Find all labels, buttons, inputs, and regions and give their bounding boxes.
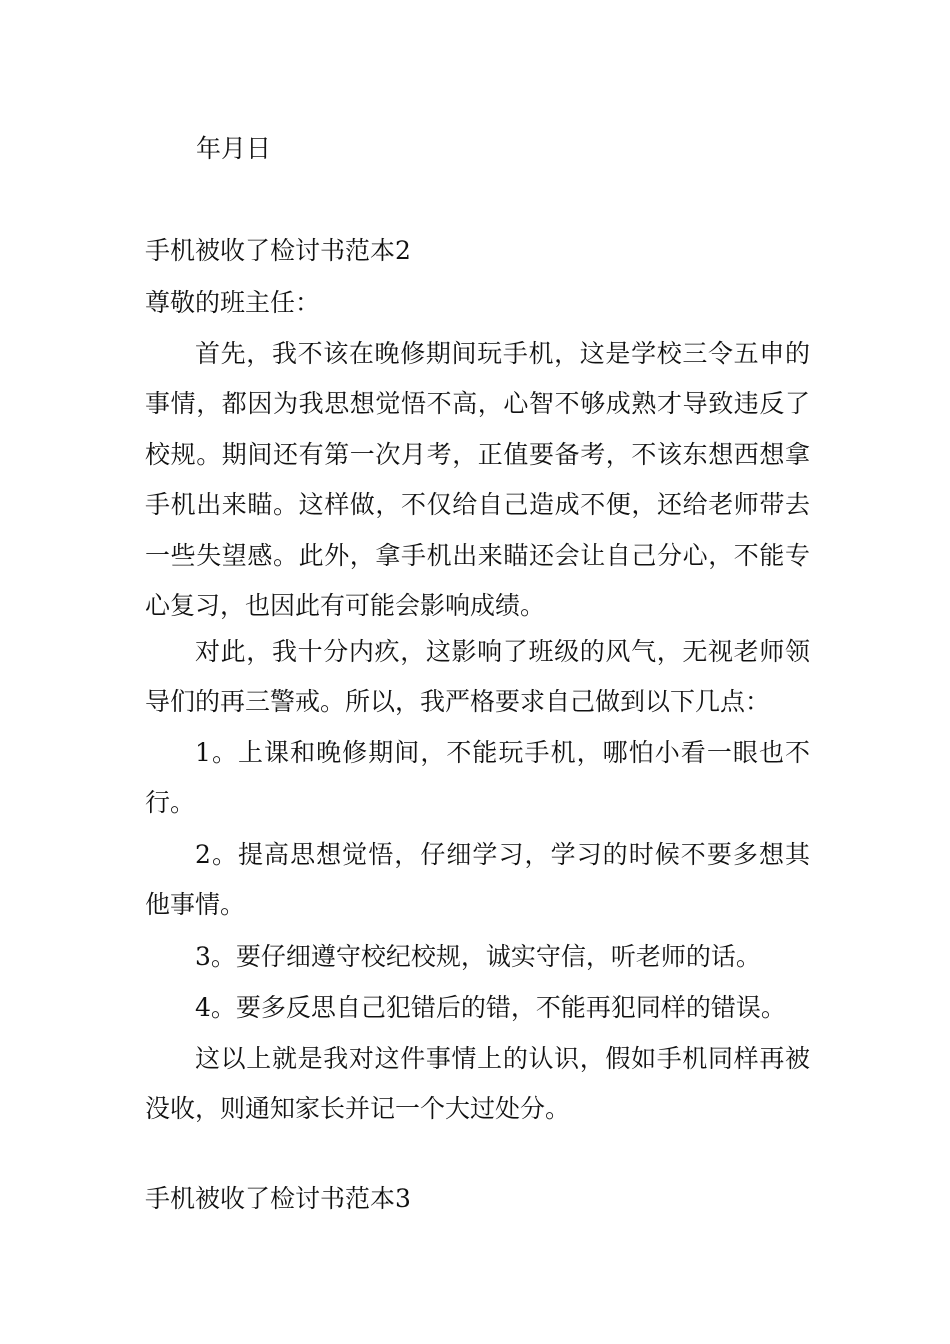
paragraph-intro: 首先，我不该在晚修期间玩手机，这是学校三令五申的事情，都因为我思想觉悟不高，心智不够成熟才导致违反了校规。期间还有第一次月考，正值要备考，不该东想西想拿手机出来瞄。这样做，不仅给自己造成不便，还给老师带去一些失望感。此外，拿手机出来瞄还会让自己分心，不能专心复习，也因此有可能会影响成绩。 — [145, 339, 810, 621]
sample-2-title: 手机被收了检讨书范本2 — [145, 236, 411, 265]
list-item-1: 1。上课和晚修期间，不能玩手机，哪怕小看一眼也不行。 — [145, 738, 810, 818]
date-line: 年月日 — [196, 134, 272, 163]
salutation: 尊敬的班主任： — [145, 288, 321, 317]
list-item-2: 2。提高思想觉悟，仔细学习，学习的时候不要多想其他事情。 — [145, 840, 810, 920]
list-item-4: 4。要多反思自己犯错后的错，不能再犯同样的错误。 — [195, 993, 786, 1022]
list-item-3: 3。要仔细遵守校纪校规，诚实守信，听老师的话。 — [195, 942, 761, 971]
paragraph-conclusion: 这以上就是我对这件事情上的认识，假如手机同样再被没收，则通知家长并记一个大过处分。 — [145, 1044, 810, 1124]
paragraph-remorse: 对此，我十分内疚，这影响了班级的风气，无视老师领导们的再三警戒。所以，我严格要求自己做到以下几点： — [145, 637, 810, 717]
sample-3-title: 手机被收了检讨书范本3 — [145, 1184, 411, 1213]
